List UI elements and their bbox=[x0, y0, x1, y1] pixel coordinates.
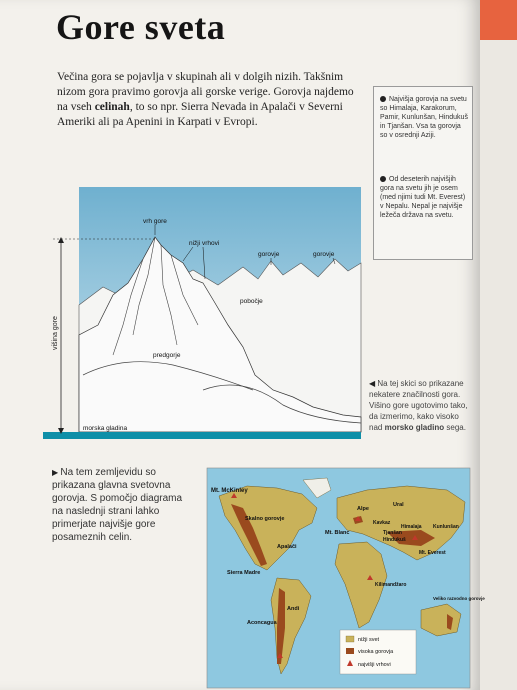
label-slope: pobočje bbox=[240, 298, 263, 305]
label-hindukush: Hindukuš bbox=[383, 537, 406, 543]
intro-paragraph bbox=[57, 70, 367, 130]
label-mt-blanc: Mt. Blanc bbox=[325, 530, 350, 536]
label-sierra-madre: Sierra Madre bbox=[227, 570, 261, 576]
label-appalachians: Apalači bbox=[277, 544, 297, 550]
label-sea-level: morska gladina bbox=[83, 425, 128, 432]
mountain-diagram bbox=[43, 175, 363, 445]
label-great-dividing: Veliko razvodno gorovje bbox=[433, 596, 485, 601]
label-height: višina gore bbox=[52, 316, 59, 350]
map-caption-text: Na tem zemljevidu so prikazana glavna svetovna gorovja. S pomočjo diagrama na naslednji strani lahko primerjate najvišje gore posameznih celin. bbox=[52, 467, 183, 543]
diagram-caption bbox=[369, 378, 469, 433]
label-himalaya: Himalaja bbox=[401, 524, 422, 530]
triangle-right-icon: ▶ bbox=[52, 468, 61, 477]
diagram-caption-text-a: Na tej skici so prikazane nekatere značilnosti gora. Višino gore ugotovimo tako, da izmerimo, kako visoko nad bbox=[369, 379, 468, 432]
bullet-dot-icon bbox=[380, 176, 386, 182]
fact-1 bbox=[380, 95, 468, 140]
label-everest: Mt. Everest bbox=[419, 550, 446, 556]
world-map bbox=[207, 468, 485, 688]
map-caption bbox=[52, 466, 192, 544]
fact-2 bbox=[380, 175, 468, 220]
label-kunlun: Kunlunšan bbox=[433, 524, 459, 530]
fact-1-text: Najvišja gorovja na svetu so Himalaja, Karakorum, Pamir, Kunlunšan, Hindukuš in Tjanšan. Vsa ta gorovja so v osrednji Aziji. bbox=[380, 96, 468, 139]
label-aconcagua: Aconcagua bbox=[247, 620, 277, 626]
label-range-2: gorovje bbox=[313, 251, 335, 258]
legend-highland: visoka gorovja bbox=[358, 649, 394, 655]
label-tianshan: Tjanšan bbox=[383, 530, 402, 536]
arrow-up-icon bbox=[58, 237, 64, 243]
intro-text-b: , to so npr. Sierra Nevada in Apalači v Severni Ameriki ali pa Apenini in Karpati v Evropi. bbox=[57, 100, 343, 128]
label-foothills: predgorje bbox=[153, 352, 181, 359]
label-kilimanjaro: Kilimandžaro bbox=[375, 582, 407, 588]
label-ural: Ural bbox=[393, 502, 404, 508]
label-rockies: Skalno gorovje bbox=[245, 516, 285, 522]
intro-text-a: Večina gora se pojavlja v skupinah ali v dolgih nizih. Takšnim nizom gora pravimo gorovja ali gorske verige. Gorovja najdemo na vseh bbox=[57, 70, 354, 113]
fact-box bbox=[373, 86, 473, 260]
intro-bold-term: celinah bbox=[94, 100, 130, 113]
fact-2-text: Od deseterih najvišjih gora na svetu jih je osem (med njimi tudi Mt. Everest) v Nepalu. Nepal je najvišje ležeča država na svetu. bbox=[380, 176, 466, 219]
triangle-left-icon: ◀ bbox=[369, 379, 378, 388]
label-caucasus: Kavkaz bbox=[373, 520, 391, 526]
label-range-1: gorovje bbox=[258, 251, 280, 258]
diagram-caption-bold: morsko gladino bbox=[384, 423, 445, 432]
label-lower-peaks: nižji vrhovi bbox=[189, 240, 220, 247]
legend-swatch-highland bbox=[346, 648, 354, 654]
diagram-caption-text-b: sega. bbox=[444, 423, 466, 432]
label-andes: Andi bbox=[287, 606, 300, 612]
legend-swatch-lowland bbox=[346, 636, 354, 642]
label-mckinley: Mt. McKinley bbox=[211, 488, 248, 494]
label-alps: Alpe bbox=[357, 506, 369, 512]
legend-peaks: najvišji vrhovi bbox=[358, 662, 391, 668]
legend-lowland: nižji svet bbox=[358, 637, 380, 643]
label-peak: vrh gore bbox=[143, 218, 167, 225]
bullet-dot-icon bbox=[380, 96, 386, 102]
sea-strip bbox=[43, 432, 361, 439]
page-title: Gore sveta bbox=[56, 7, 226, 47]
